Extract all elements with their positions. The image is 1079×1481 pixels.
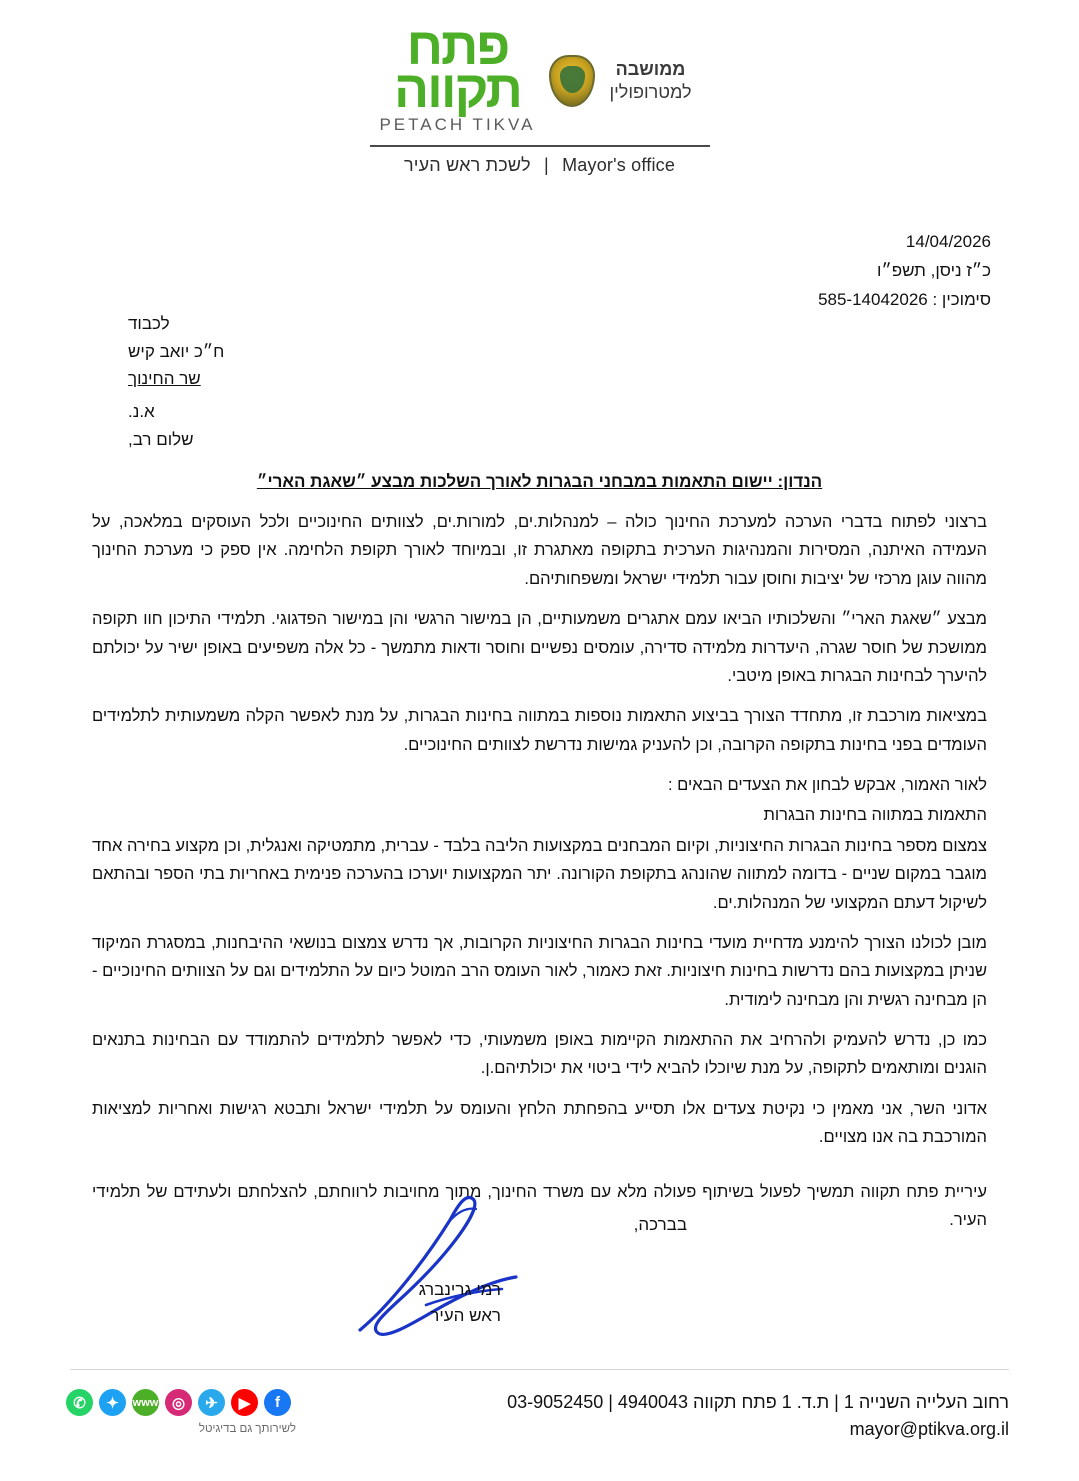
salutation-abbrev: א.נ.: [128, 402, 155, 421]
addressee-honorific: לכבוד: [128, 314, 170, 333]
addressee-block: [0, 310, 1079, 393]
instagram-icon[interactable]: ◎: [165, 1389, 192, 1416]
footer-email[interactable]: mayor@ptikva.org.il: [849, 1419, 1009, 1439]
letter-meta: [818, 228, 991, 315]
logo-row: [379, 18, 699, 135]
footer-divider: [70, 1369, 1009, 1370]
signature-block: [0, 1185, 1079, 1355]
body-paragraph: כמו כן, נדרש להעמיק ולהרחיב את ההתאמות הקיימות באופן משמעותי, כדי לאפשר לתלמידים להתמודד עם הבחינות בתנאים הוגנים ומותאמים לתקופה, על מנת שיוכלו להביא לידי ביטוי את יכולתיהם.ן.: [92, 1031, 987, 1078]
twitter-icon[interactable]: ✦: [99, 1389, 126, 1416]
body-paragraph: מבצע ״שאגת הארי״ והשלכותיו הביאו עמם אתגרים משמעותיים, הן במישור הרגשי והן במישור הפדגוגי. תלמידי התיכון חוו תקופה ממושכת של חוסר שגרה, היעדרות מלמידה סדירה, עומסים נפשיים וחוסר ודאות מתמשך - כל אלה משפיעים באופן ישיר על יכולתם להיערך לבחינות הבגרות באופן מיטבי.: [92, 610, 987, 685]
signature-name-block: [419, 1277, 501, 1330]
office-line: [404, 155, 675, 176]
addressee-title: שר החינוך: [128, 369, 201, 389]
letter-body: [92, 508, 987, 1246]
city-crest-icon: [549, 55, 595, 107]
letter-subject: הנדון: יישום התאמות במבחני הבגרות לאורך השלכות מבצע ״שאגת הארי״: [256, 472, 823, 491]
reference-label: סימוכין :: [932, 289, 991, 309]
logo-latin-text: PETACH TIKVA: [379, 115, 536, 135]
facebook-icon[interactable]: f: [264, 1389, 291, 1416]
body-paragraph: לאור האמור, אבקש לבחון את הצעדים הבאים :: [667, 776, 987, 794]
social-caption: לשירותך גם בדיגיטל: [198, 1423, 296, 1435]
city-logo: [379, 18, 536, 135]
whatsapp-icon[interactable]: ✆: [66, 1389, 93, 1416]
logo-hebrew-line2: תקווה: [394, 60, 521, 119]
telegram-icon[interactable]: ✈: [198, 1389, 225, 1416]
city-motto: [609, 58, 699, 103]
date-hebrew: כ״ז ניסן, תשפ״ו: [877, 260, 991, 280]
addressee-name: ח״כ יואב קיש: [128, 341, 225, 361]
signatory-name: רמי גרינברג: [418, 1280, 501, 1299]
motto-line2: למטרופולין: [609, 81, 692, 102]
body-paragraph: צמצום מספר בחינות הבגרות החיצוניות, וקיום המבחנים במקצועות הליבה בלבד - עברית, מתמטיקה ואנגלית, וכן מקצוע בחירה אחד מוגבר במקום שניים - בדומה למתווה שהונהג בתקופת הקורונה. יתר המקצועות יוערכו בהערכה פנימית באחריות בתי הספר ובהתאם לשיקול דעתם המקצועי של המנהלות.ים.: [92, 836, 987, 912]
footer-contact: [507, 1389, 1009, 1443]
header-divider: [370, 145, 710, 147]
letterhead-header: [0, 0, 1079, 176]
website-icon[interactable]: www: [132, 1389, 159, 1416]
body-paragraph: במציאות מורכבת זו, מתחדד הצורך בביצוע התאמות נוספות במתווה בחינות הבגרות, על מנת לאפשר הקלה משמעותית לתלמידים העומדים בפני בחינות בתקופה הקרובה, וכן להעניק גמישות נדרשת לצוותים החינוכיים.: [92, 707, 987, 754]
salutation-greeting: שלום רב,: [128, 429, 194, 449]
date-gregorian: 14/04/2026: [905, 232, 991, 251]
reference-number: 585-14042026: [818, 289, 928, 309]
youtube-icon[interactable]: ▶: [231, 1389, 258, 1416]
signature-regards: בברכה,: [633, 1215, 687, 1234]
office-separator: |: [544, 155, 549, 176]
office-hebrew: לשכת ראש העיר: [403, 155, 531, 176]
social-icons: [66, 1389, 291, 1416]
body-subheading: התאמות במתווה בחינות הבגרות: [763, 806, 987, 825]
body-paragraph: מובן לכולנו הצורך להימנע מדחיית מועדי בחינות הבגרות החיצוניות הקרובות, אך נדרש צמצום בנושאי ההיבחנות, במסגרת המיקוד שניתן במקצועות בהם נדרשות בחינות חיצוניות. זאת כאמור, לאור העומס הרב המוטל כיום על התלמידים וגם על הצוותים החינוכיים - הן מבחינה רגשית והן מבחינה לימודית.: [92, 933, 987, 1009]
footer-address: רחוב העלייה השנייה 1 | ת.ד. 1 פתח תקווה 4940043 | 03-9052450: [507, 1392, 1009, 1412]
logo-hebrew-line1: פתח: [406, 18, 509, 76]
body-paragraph: ברצוני לפתוח בדברי הערכה למערכת החינוך כולה – למנהלות.ים, למורות.ים, לצוותים החינוכיים ולכל העוסקים במלאכה, על העמידה האיתנה, המסירות והמנהיגות הערכית בתקופה מאתגרת זו, ובמיוחד לאורך תקופת הלחימה. אין ספק כי מערכת החינוך מהווה עוגן מרכזי של יציבות וחוסן עבור תלמידי ישראל ומשפחותיהם.: [92, 513, 987, 588]
body-closing-paragraph: עיריית פתח תקווה תמשיך לפעול בשיתוף פעולה מלא עם משרד החינוך, מתוך מחויבות לרווחתם, להצלחתם ולעתידם של תלמידי העיר.: [92, 1182, 987, 1229]
body-paragraph: אדוני השר, אני מאמין כי נקיטת צעדים אלו תסייע בהפחתת הלחץ והעומס על תלמידי ישראל ותבטא רגישות ואחריות למציאות המורכבת בה אנו מצויים.: [92, 1099, 987, 1147]
logo-hebrew-text: [379, 18, 535, 119]
motto-line1: ממושבה: [615, 59, 686, 80]
salutation-block: [0, 398, 1079, 453]
signatory-role: ראש העיר: [430, 1306, 501, 1326]
letter-footer: [0, 1363, 1079, 1481]
office-latin: Mayor's office: [562, 155, 676, 176]
